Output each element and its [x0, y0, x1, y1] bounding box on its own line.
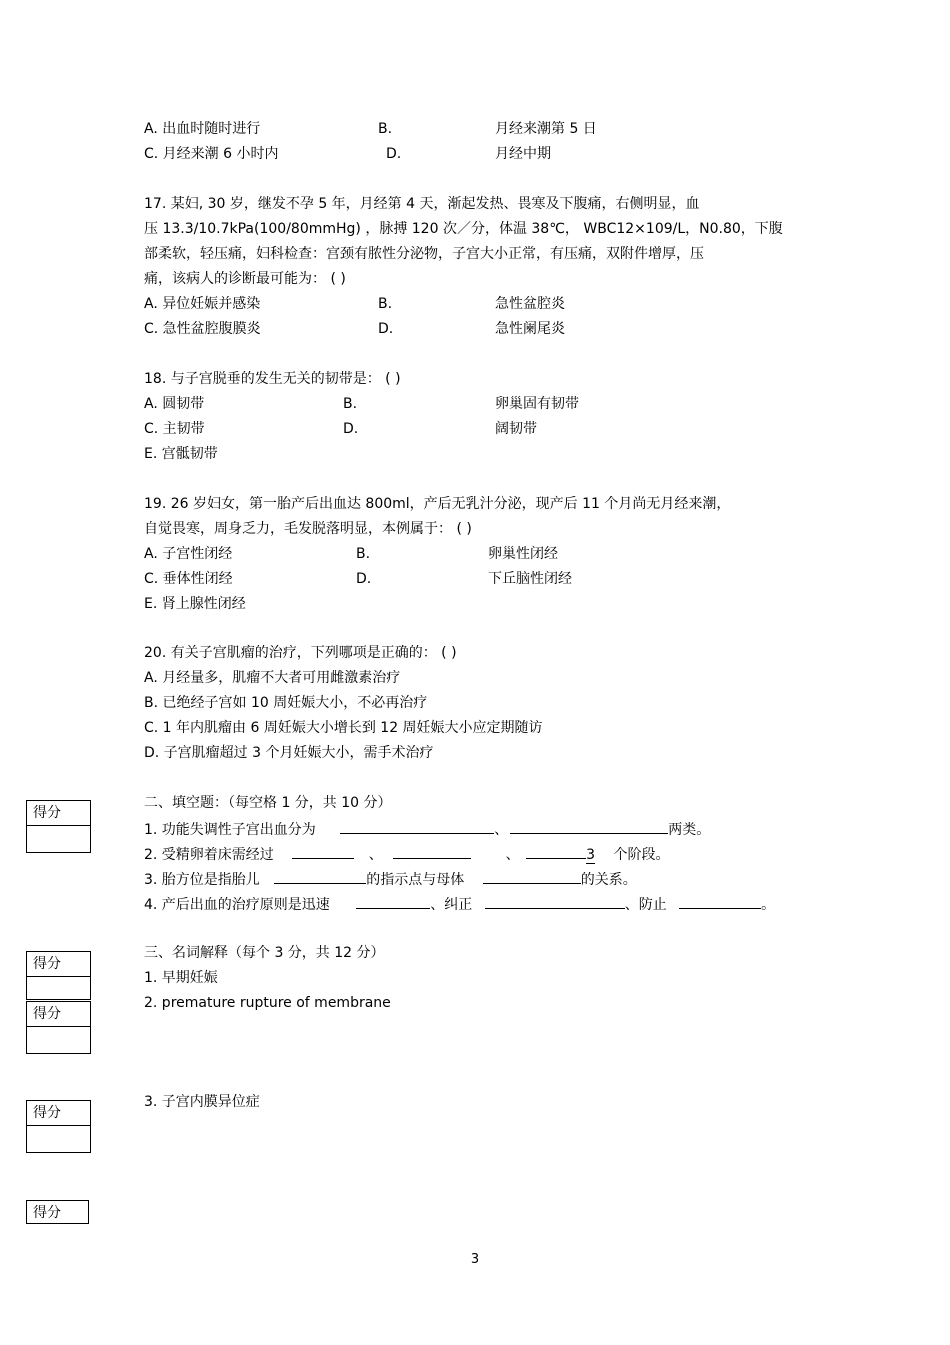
q16-option-a: A. 出血时随时进行: [144, 121, 261, 137]
score-cell[interactable]: [27, 826, 90, 852]
fill-q2-separator-1: 、: [368, 847, 383, 863]
q16-option-d-text: 月经中期: [495, 146, 551, 162]
q20-option-c: C. 1 年内肌瘤由 6 周妊娠大小增长到 12 周妊娠大小应定期随访: [144, 720, 543, 736]
page-number: 3: [470, 1252, 480, 1267]
q17-option-b-text: 急性盆腔炎: [495, 296, 565, 312]
q17-stem-line3: 部柔软，轻压痛，妇科检查：宫颈有脓性分泌物，子宫大小正常，有压痛，双附件增厚，压: [144, 246, 704, 262]
fill-q3-mid: 的指示点与母体: [366, 872, 465, 888]
q17-stem-line2: 压 13.3/10.7kPa(100/80mmHg) ，脉搏 120 次／分，体温 38℃， WBC12×109/L，N0.80，下腹: [144, 221, 783, 237]
score-box-section2: [26, 800, 91, 853]
score-label: 得分: [27, 1101, 90, 1126]
q20-stem: 20. 有关子宫肌瘤的治疗，下列哪项是正确的： ( ): [144, 645, 457, 661]
q18-option-e: E. 宫骶韧带: [144, 446, 218, 462]
score-label: 得分: [27, 952, 90, 977]
score-box-section3: [26, 951, 91, 1000]
term-item-2: 2. premature rupture of membrane: [144, 995, 391, 1011]
fill-question-1: [144, 819, 710, 839]
section2-title: 二、填空题：（每空格 1 分，共 10 分）: [144, 795, 392, 811]
q19-option-b-letter: B.: [356, 546, 371, 562]
fill-blank-2c[interactable]: [526, 844, 586, 859]
fill-q4-prefix: 4. 产后出血的治疗原则是迅速: [144, 897, 330, 913]
q16-option-b-letter: B.: [378, 121, 393, 137]
q18-option-a: A. 圆韧带: [144, 396, 205, 412]
q17-option-a: A. 异位妊娠并感染: [144, 296, 261, 312]
q19-option-c: C. 垂体性闭经: [144, 571, 233, 587]
fill-q3-suffix: 的关系。: [580, 872, 637, 888]
score-label: 得分: [27, 1002, 90, 1027]
q19-option-d-text: 下丘脑性闭经: [488, 571, 572, 587]
fill-question-2: [144, 844, 669, 864]
section3-title: 三、名词解释（每个 3 分，共 12 分）: [144, 945, 385, 961]
fill-q4-suffix: 。: [761, 897, 776, 913]
score-cell[interactable]: [27, 977, 90, 999]
fill-blank-1a[interactable]: [340, 819, 494, 834]
q17-option-b-letter: B.: [378, 296, 393, 312]
q19-option-d-letter: D.: [356, 571, 372, 587]
fill-blank-4c[interactable]: [679, 894, 761, 909]
fill-blank-2a[interactable]: [292, 844, 354, 859]
q20-option-b: B. 已绝经子宫如 10 周妊娠大小，不必再治疗: [144, 695, 428, 711]
q19-option-a: A. 子宫性闭经: [144, 546, 233, 562]
fill-q2-prefix: 2. 受精卵着床需经过: [144, 847, 274, 863]
fill-q1-prefix: 1. 功能失调性子宫出血分为: [144, 822, 316, 838]
q16-option-b-text: 月经来潮第 5 日: [495, 121, 597, 137]
score-label: 得分: [27, 801, 90, 826]
q19-option-e: E. 肾上腺性闭经: [144, 596, 246, 612]
fill-q4-mid2: 、防止: [624, 897, 667, 913]
term-item-3: 3. 子宫内膜异位症: [144, 1094, 260, 1110]
q17-option-d-letter: D.: [378, 321, 394, 337]
score-box-term2: [26, 1001, 91, 1054]
fill-question-3: [144, 869, 637, 889]
q16-option-d-letter: D.: [386, 146, 402, 162]
fill-blank-4a[interactable]: [356, 894, 430, 909]
fill-blank-1b[interactable]: [510, 819, 668, 834]
fill-q3-prefix: 3. 胎方位是指胎儿: [144, 872, 260, 888]
q18-option-b-letter: B.: [343, 396, 358, 412]
fill-q2-number: 3: [586, 847, 595, 863]
q18-option-b-text: 卵巢固有韧带: [495, 396, 579, 412]
fill-q4-mid1: 、纠正: [430, 897, 473, 913]
fill-q2-suffix: 个阶段。: [613, 847, 670, 863]
fill-blank-3a[interactable]: [274, 869, 366, 884]
score-cell[interactable]: [27, 1027, 90, 1053]
q17-option-c: C. 急性盆腔腹膜炎: [144, 321, 261, 337]
q18-option-c: C. 主韧带: [144, 421, 205, 437]
fill-q1-separator: 、: [494, 822, 509, 838]
fill-q2-separator-2: 、: [505, 847, 520, 863]
score-cell[interactable]: [27, 1126, 90, 1152]
q19-option-b-text: 卵巢性闭经: [488, 546, 558, 562]
term-item-1: 1. 早期妊娠: [144, 970, 218, 986]
q19-stem-line2: 自觉畏寒，周身乏力，毛发脱落明显，本例属于： ( ): [144, 521, 472, 537]
fill-blank-3b[interactable]: [483, 869, 581, 884]
q17-stem-line1: 17. 某妇, 30 岁，继发不孕 5 年，月经第 4 天，渐起发热、畏寒及下腹痛，右侧明显，血: [144, 196, 700, 212]
fill-blank-2b[interactable]: [393, 844, 471, 859]
score-label-box-next: 得分: [26, 1200, 89, 1224]
q17-option-d-text: 急性阑尾炎: [495, 321, 565, 337]
q19-stem-line1: 19. 26 岁妇女，第一胎产后出血达 800ml，产后无乳汁分泌，现产后 11 个月尚无月经来潮，: [144, 496, 731, 512]
q16-option-c: C. 月经来潮 6 小时内: [144, 146, 279, 162]
q20-option-d: D. 子宫肌瘤超过 3 个月妊娠大小，需手术治疗: [144, 745, 434, 761]
q18-option-d-text: 阔韧带: [495, 421, 537, 437]
score-box-term3: [26, 1100, 91, 1153]
q18-stem: 18. 与子宫脱垂的发生无关的韧带是： ( ): [144, 371, 401, 387]
q17-stem-line4: 痛，该病人的诊断最可能为： ( ): [144, 271, 346, 287]
q20-option-a: A. 月经量多，肌瘤不大者可用雌激素治疗: [144, 670, 401, 686]
q18-option-d-letter: D.: [343, 421, 359, 437]
fill-q1-suffix: 两类。: [668, 822, 711, 838]
fill-question-4: [144, 894, 775, 914]
fill-blank-4b[interactable]: [485, 894, 625, 909]
